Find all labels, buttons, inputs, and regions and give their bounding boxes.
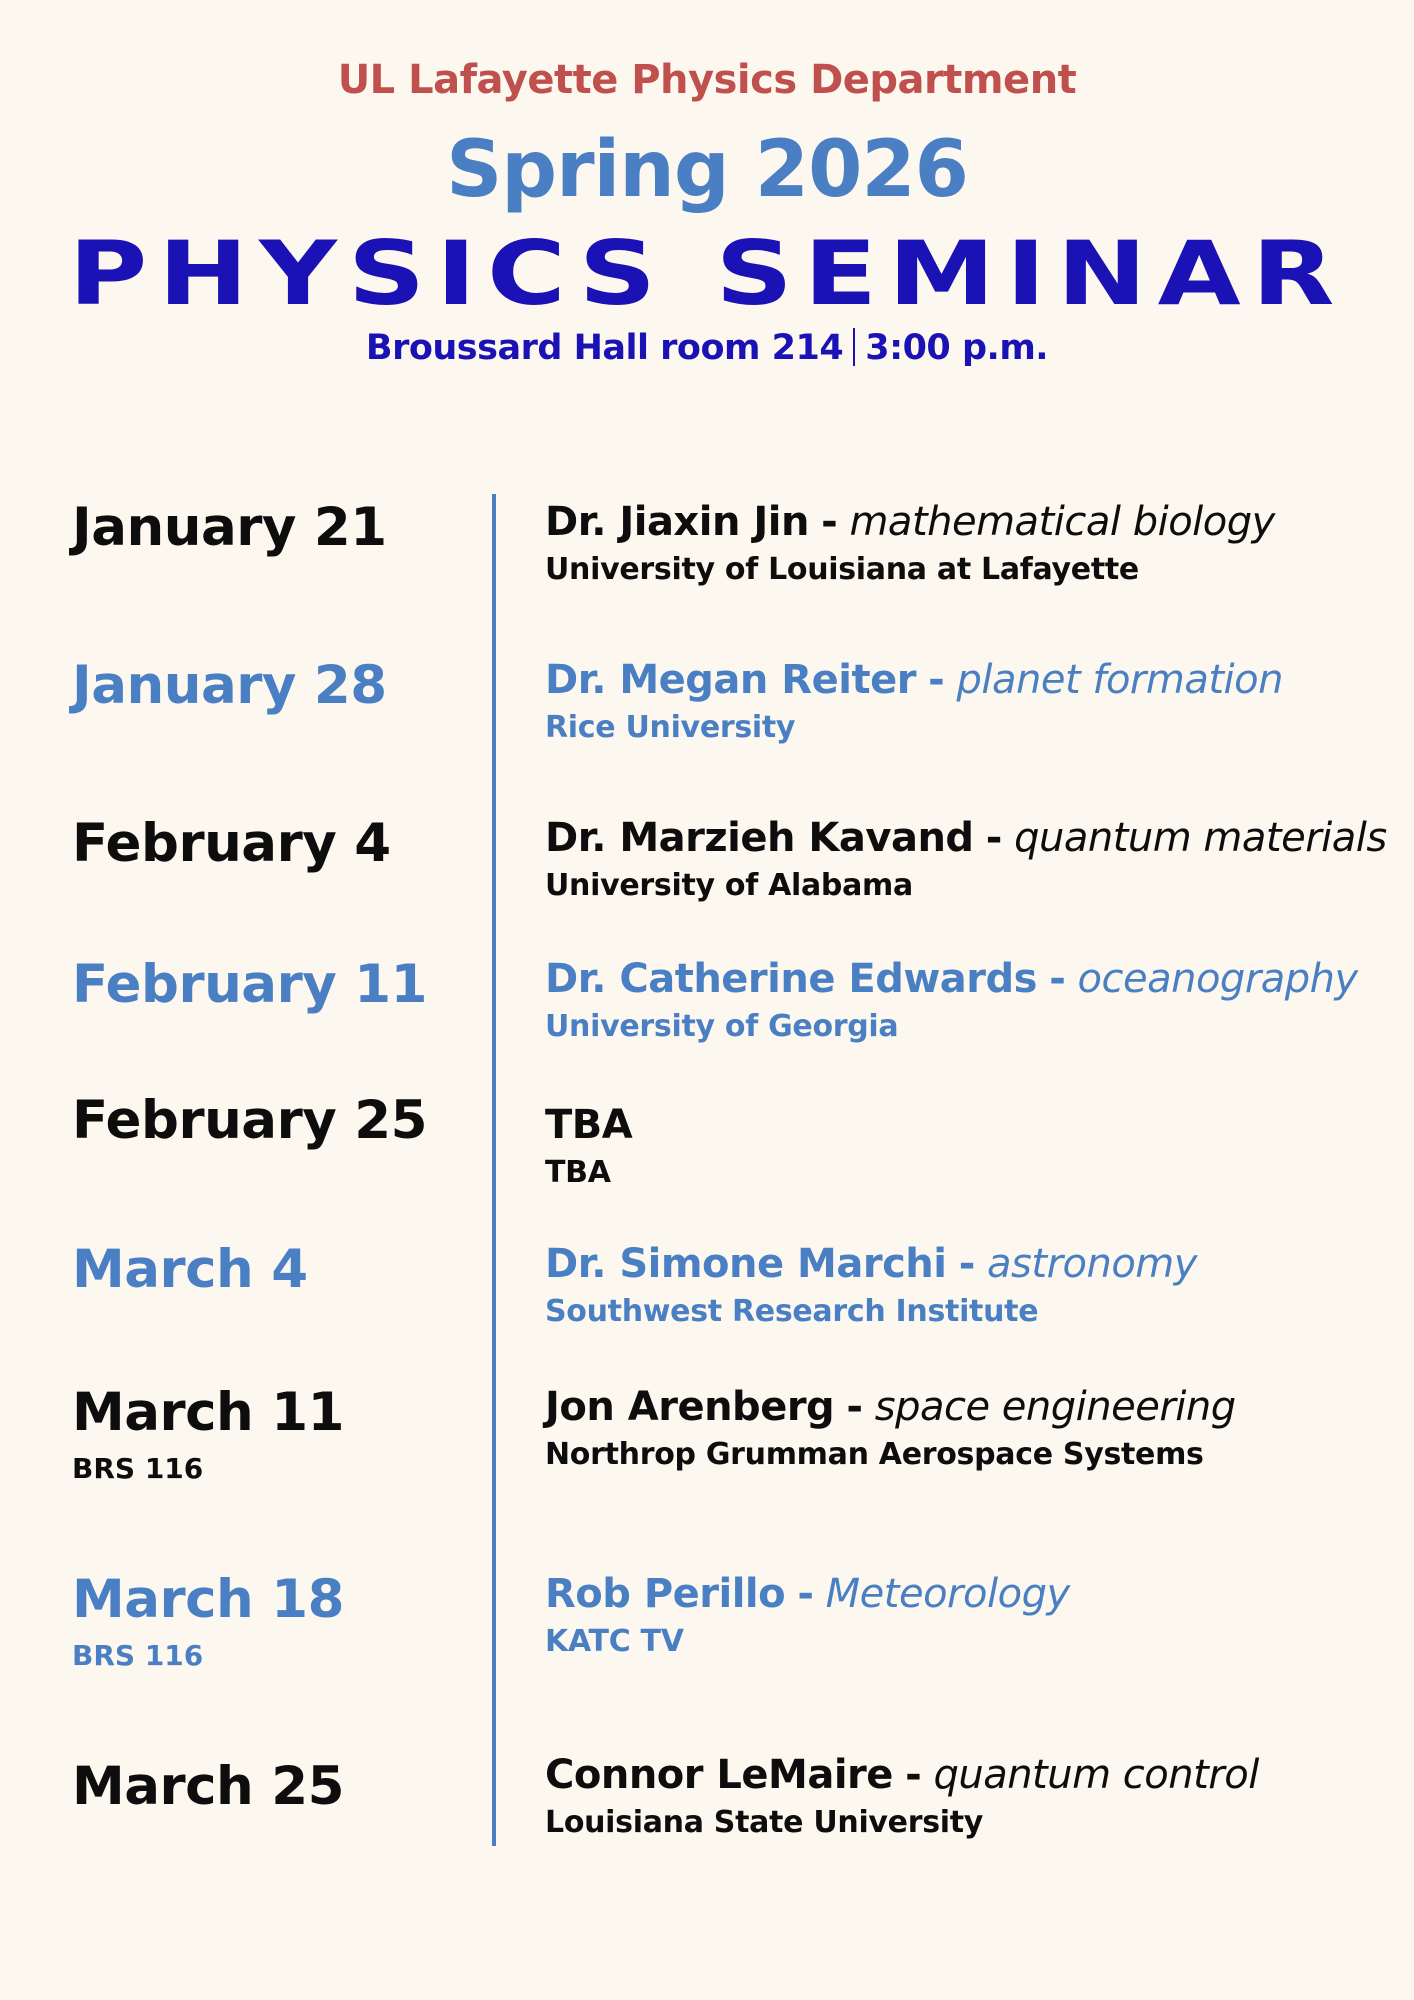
speaker-name: TBA — [545, 1102, 633, 1148]
speaker-line — [545, 1381, 1236, 1433]
speaker-line — [545, 1099, 632, 1151]
talk-topic: quantum materials — [1014, 815, 1387, 861]
speaker-institution: TBA — [545, 1155, 611, 1190]
seminar-date: January 28 — [72, 655, 387, 716]
speaker-name: Rob Perillo — [545, 1571, 786, 1617]
speaker-name: Jon Arenberg — [545, 1384, 835, 1430]
speaker-institution: Louisiana State University — [545, 1805, 984, 1840]
department-name: UL Lafayette Physics Department — [337, 57, 1077, 103]
speaker-separator: - — [846, 1384, 863, 1430]
speaker-line — [545, 654, 1283, 706]
speaker-separator: - — [797, 1571, 814, 1617]
speaker-institution: University of Alabama — [545, 868, 913, 903]
speaker-separator: - — [905, 1752, 922, 1798]
room-note: BRS 116 — [72, 1452, 204, 1485]
seminar-date: January 21 — [72, 497, 387, 558]
speaker-name: Connor LeMaire — [545, 1752, 893, 1798]
talk-topic: space engineering — [874, 1384, 1236, 1430]
talk-topic: oceanography — [1077, 956, 1358, 1002]
speaker-separator: - — [958, 1241, 975, 1287]
seminar-date: March 25 — [72, 1756, 344, 1817]
schedule-divider — [492, 494, 496, 1846]
seminar-date: March 4 — [72, 1239, 308, 1300]
speaker-separator: - — [928, 657, 945, 703]
series-title: PHYSICS SEMINAR — [68, 222, 1346, 325]
location-separator — [853, 328, 855, 366]
location-room: Broussard Hall room 214 — [365, 328, 844, 368]
talk-topic: planet formation — [956, 657, 1283, 703]
speaker-name: Dr. Jiaxin Jin — [545, 499, 809, 545]
term-title: Spring 2026 — [446, 125, 968, 215]
speaker-line — [545, 1749, 1259, 1801]
speaker-separator: - — [985, 815, 1002, 861]
speaker-name: Dr. Marzieh Kavand — [545, 815, 974, 861]
speaker-separator: - — [821, 499, 838, 545]
talk-topic: mathematical biology — [849, 499, 1275, 545]
seminar-date: March 11 — [72, 1382, 344, 1443]
location-time: 3:00 p.m. — [865, 328, 1049, 368]
speaker-line — [545, 953, 1358, 1005]
talk-topic: Meteorology — [825, 1571, 1070, 1617]
room-note: BRS 116 — [72, 1639, 204, 1672]
speaker-line — [545, 1568, 1070, 1620]
talk-topic: astronomy — [987, 1241, 1197, 1287]
seminar-date: February 11 — [72, 954, 427, 1015]
seminar-date: March 18 — [72, 1569, 344, 1630]
speaker-institution: Northrop Grumman Aerospace Systems — [545, 1437, 1204, 1472]
location-line — [0, 323, 1414, 373]
speaker-institution: University of Louisiana at Lafayette — [545, 552, 1139, 587]
speaker-institution: University of Georgia — [545, 1009, 899, 1044]
speaker-name: Dr. Megan Reiter — [545, 657, 916, 703]
speaker-institution: KATC TV — [545, 1624, 684, 1659]
speaker-line — [545, 496, 1275, 548]
speaker-institution: Southwest Research Institute — [545, 1294, 1039, 1329]
seminar-date: February 25 — [72, 1090, 427, 1151]
speaker-institution: Rice University — [545, 710, 796, 745]
speaker-line — [545, 812, 1387, 864]
talk-topic: quantum control — [933, 1752, 1259, 1798]
seminar-date: February 4 — [72, 813, 391, 874]
speaker-line — [545, 1238, 1197, 1290]
speaker-separator: - — [1049, 956, 1066, 1002]
speaker-name: Dr. Simone Marchi — [545, 1241, 947, 1287]
speaker-name: Dr. Catherine Edwards — [545, 956, 1037, 1002]
